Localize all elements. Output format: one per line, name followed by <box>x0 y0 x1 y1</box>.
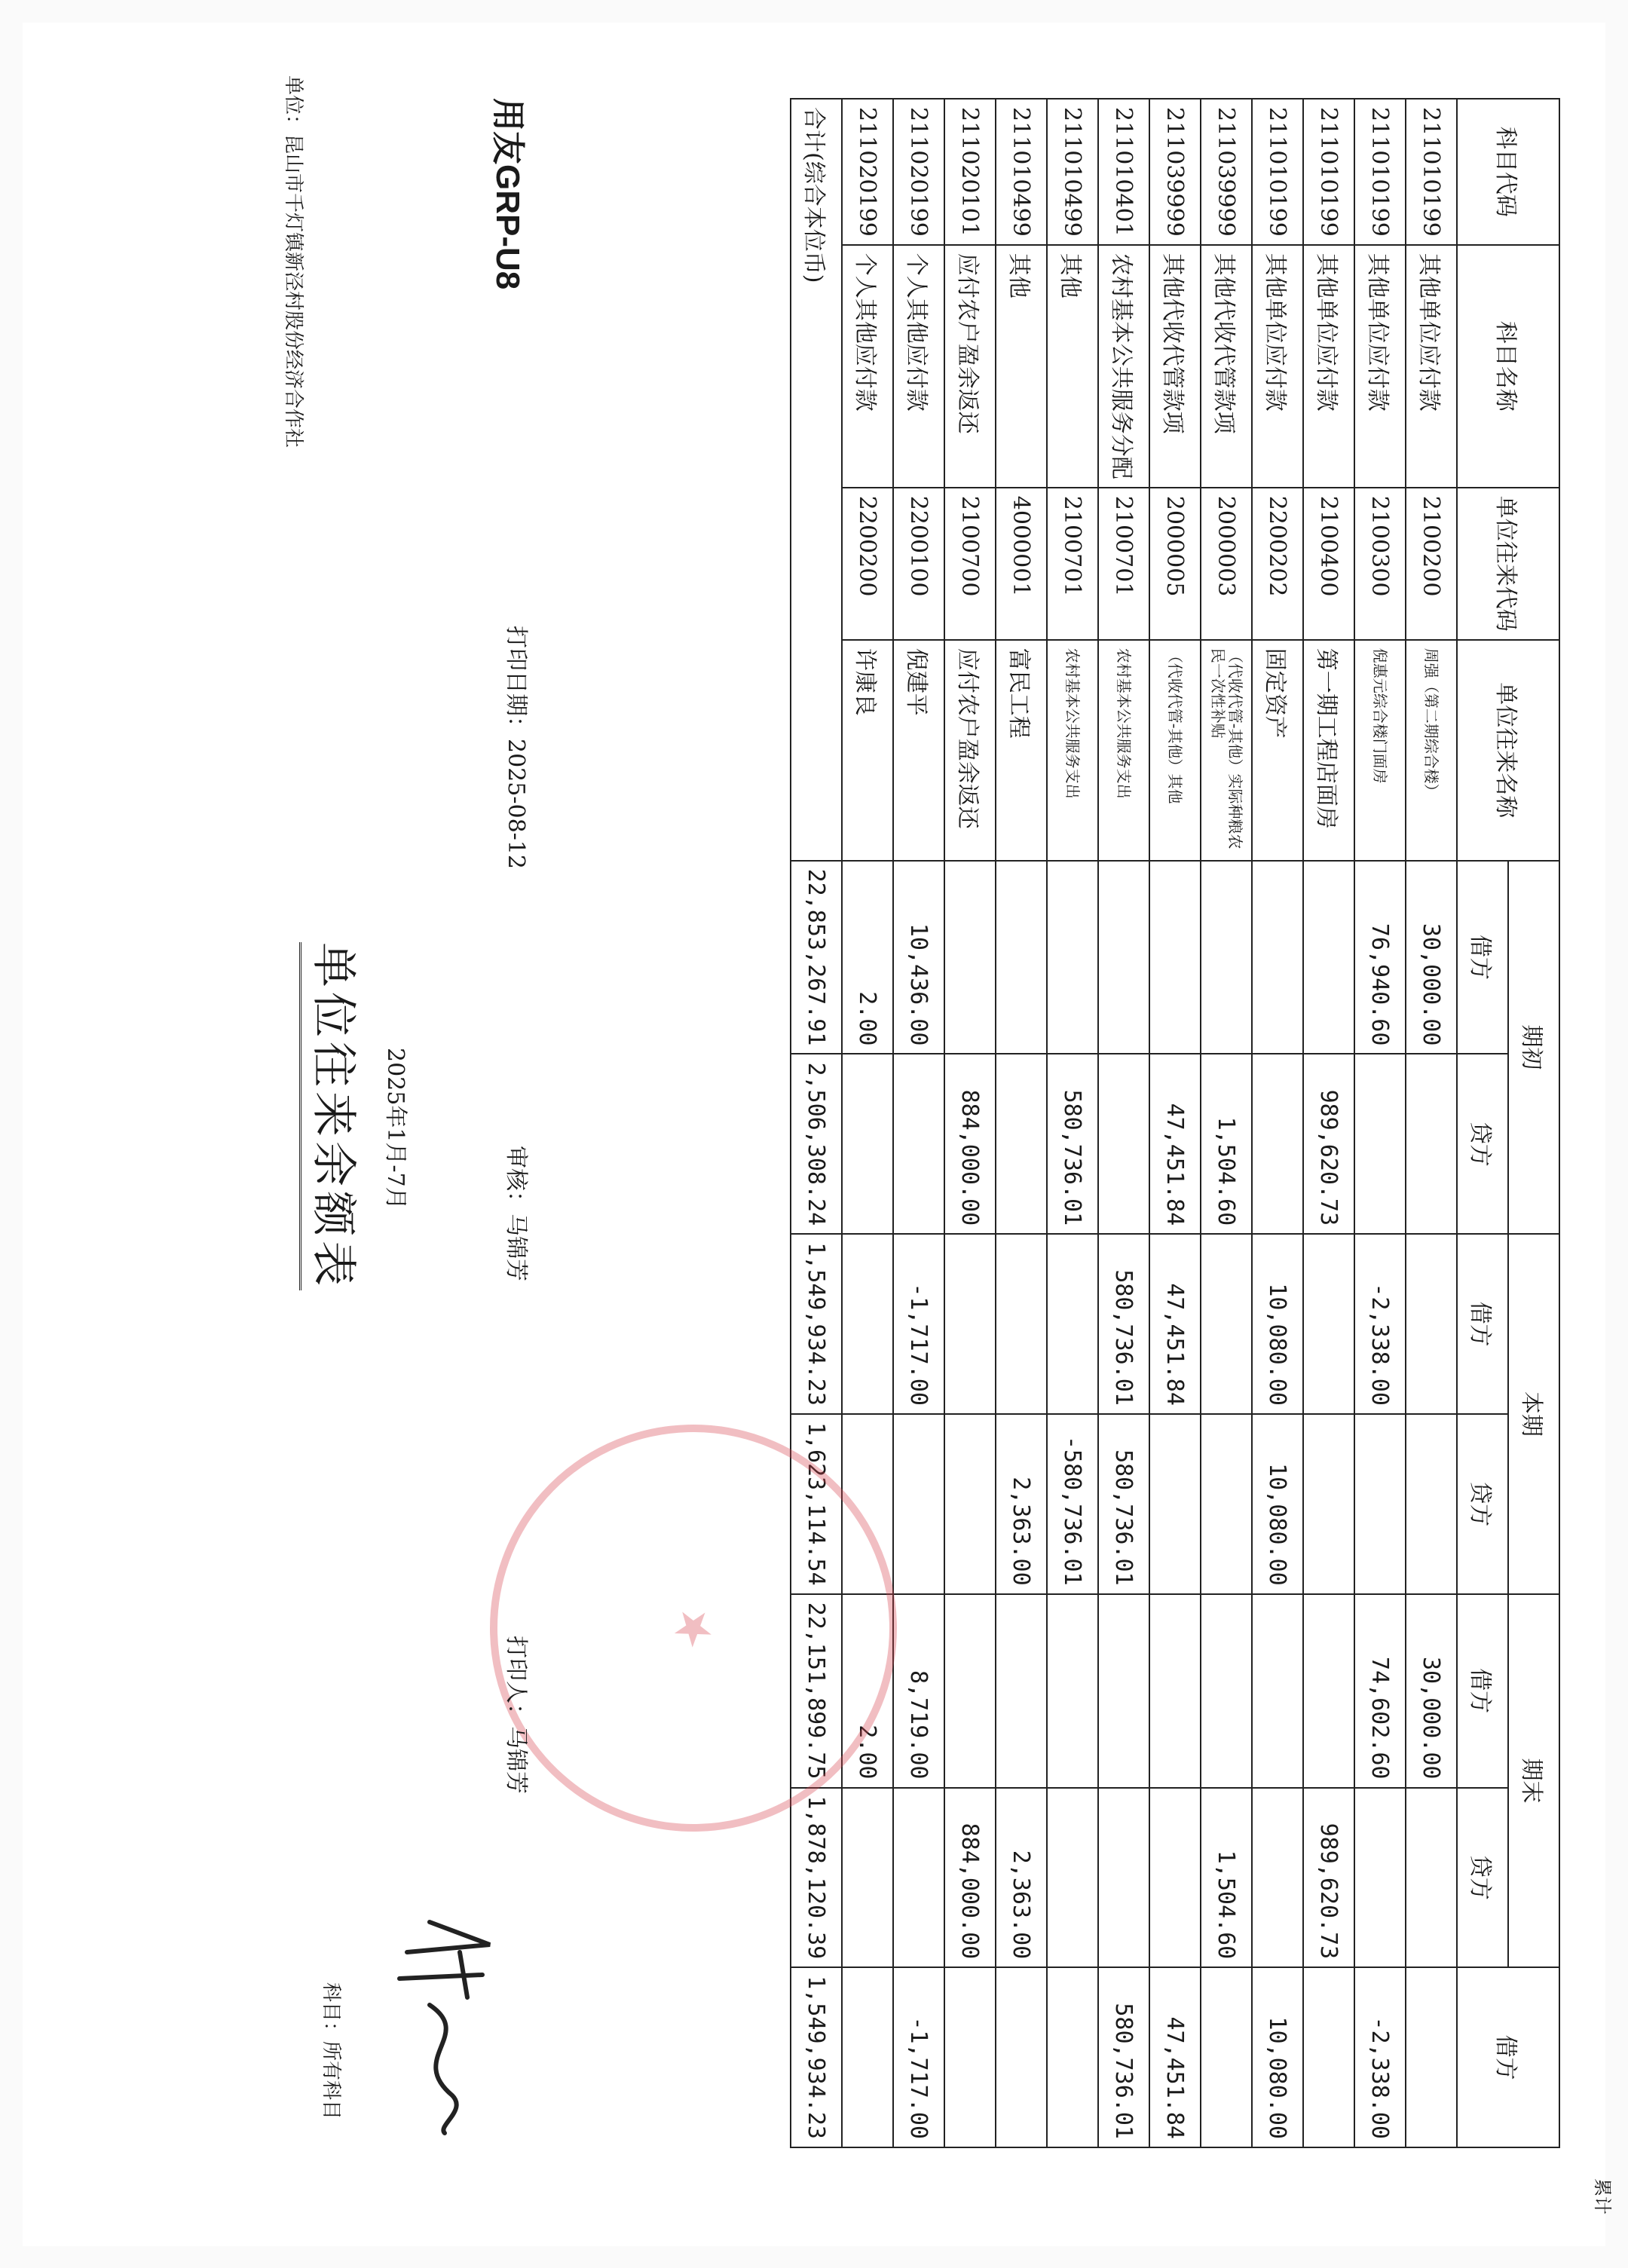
cell-o-dr <box>1149 861 1201 1054</box>
cell-e-cr <box>1047 1788 1098 1968</box>
balance-table <box>790 98 1560 2148</box>
cell-code: 211039999 <box>1201 99 1252 245</box>
printer-label: 打印人：马锦芳 <box>503 1636 529 1794</box>
cell-code: 211010499 <box>1047 99 1098 245</box>
cell-e-cr: 2,363.00 <box>996 1788 1047 1968</box>
rotated-report <box>188 53 1620 2239</box>
table-row <box>842 99 893 2147</box>
cell-name: 其他 <box>996 245 1047 488</box>
table-body <box>791 99 1457 2147</box>
cell-e-cr <box>893 1788 944 1968</box>
cell-o-dr <box>1047 861 1098 1054</box>
table-row <box>1303 99 1354 2147</box>
cell-acc-dr: 10,080.00 <box>1252 1967 1303 2147</box>
cell-partner-code: 2100300 <box>1354 488 1406 640</box>
cell-acc-dr <box>1406 1967 1457 2147</box>
cell-c-dr <box>1303 1234 1354 1414</box>
official-seal: ★ <box>433 1367 954 1889</box>
col-closing-credit: 贷方 <box>1457 1788 1508 1968</box>
cell-c-dr: -2,338.00 <box>1354 1234 1406 1414</box>
cell-partner-code: 4000001 <box>996 488 1047 640</box>
cell-acc-dr: 580,736.01 <box>1098 1967 1149 2147</box>
cell-o-dr <box>1098 861 1149 1054</box>
yonyou-grp-logo: 用友GRP-U8 <box>489 98 526 290</box>
total-c-cr: 1,623,114.54 <box>791 1414 842 1594</box>
cell-c-cr: 10,080.00 <box>1252 1414 1303 1594</box>
cell-o-dr <box>1303 861 1354 1054</box>
cell-code: 211010199 <box>1252 99 1303 245</box>
cell-code: 211010199 <box>1303 99 1354 245</box>
report-period: 2025年1月-7月 <box>382 1048 409 1210</box>
cell-name: 个人其他应付款 <box>842 245 893 488</box>
cell-acc-dr <box>1303 1967 1354 2147</box>
cell-c-cr <box>1354 1414 1406 1594</box>
cell-code: 211020101 <box>944 99 996 245</box>
cell-partner-name: 倪建平 <box>893 640 944 861</box>
col-closing: 期末 <box>1508 1594 1559 1968</box>
cell-name: 其他单位应付款 <box>1303 245 1354 488</box>
cell-e-cr <box>1098 1788 1149 1968</box>
cell-e-dr <box>1098 1594 1149 1788</box>
cell-e-dr: 74,602.60 <box>1354 1594 1406 1788</box>
cell-c-dr: 10,080.00 <box>1252 1234 1303 1414</box>
cell-acc-dr: -1,717.00 <box>893 1967 944 2147</box>
cell-partner-code: 2100400 <box>1303 488 1354 640</box>
cell-o-dr: 2.00 <box>842 861 893 1054</box>
cell-partner-code: 2100701 <box>1098 488 1149 640</box>
cell-e-cr <box>1149 1788 1201 1968</box>
handwritten-signature <box>369 1907 520 2148</box>
total-e-dr: 22,151,899.75 <box>791 1594 842 1788</box>
cell-partner-code: 2200100 <box>893 488 944 640</box>
total-acc-dr: 1,549,934.23 <box>791 1967 842 2147</box>
cell-e-dr: 8,719.00 <box>893 1594 944 1788</box>
cell-o-dr: 76,940.60 <box>1354 861 1406 1054</box>
cell-c-dr: 47,451.84 <box>1149 1234 1201 1414</box>
cell-e-cr: 1,504.60 <box>1201 1788 1252 1968</box>
cell-partner-name: 倪惠元综合楼门面房 <box>1354 640 1406 861</box>
table-row <box>1047 99 1098 2147</box>
cell-acc-dr: -2,338.00 <box>1354 1967 1406 2147</box>
cell-code: 211010401 <box>1098 99 1149 245</box>
col-accumulated-debit: 借方 <box>1457 1967 1559 2147</box>
col-partner-code: 单位往来代码 <box>1457 488 1559 640</box>
cell-partner-name: 农村基本公共服务支出 <box>1047 640 1098 861</box>
cell-c-dr: -1,717.00 <box>893 1234 944 1414</box>
cell-e-cr: 989,620.73 <box>1303 1788 1354 1968</box>
cell-name: 其他代收代管款项 <box>1149 245 1201 488</box>
cell-e-dr <box>1047 1594 1098 1788</box>
cell-name: 其他 <box>1047 245 1098 488</box>
cell-e-dr <box>996 1594 1047 1788</box>
cell-code: 211010199 <box>1354 99 1406 245</box>
cell-c-dr <box>996 1234 1047 1414</box>
cell-code: 211020199 <box>842 99 893 245</box>
cell-name: 其他单位应付款 <box>1406 245 1457 488</box>
cell-c-dr: 580,736.01 <box>1098 1234 1149 1414</box>
unit-name: 单位：昆山市千灯镇新泾村股份经济合作社 <box>282 75 304 448</box>
col-closing-debit: 借方 <box>1457 1594 1508 1788</box>
col-current: 本期 <box>1508 1234 1559 1594</box>
table-row <box>1252 99 1303 2147</box>
cell-o-cr: 47,451.84 <box>1149 1054 1201 1234</box>
cell-code: 211039999 <box>1149 99 1201 245</box>
cell-e-dr: 2.00 <box>842 1594 893 1788</box>
cell-partner-code: 2000005 <box>1149 488 1201 640</box>
cell-o-cr: 989,620.73 <box>1303 1054 1354 1234</box>
cell-c-dr <box>1047 1234 1098 1414</box>
total-c-dr: 1,549,934.23 <box>791 1234 842 1414</box>
cell-partner-code: 2100700 <box>944 488 996 640</box>
cell-partner-name: 周强（第二期综合楼） <box>1406 640 1457 861</box>
cell-o-cr <box>893 1054 944 1234</box>
cell-o-dr <box>944 861 996 1054</box>
table-row <box>996 99 1047 2147</box>
table-row <box>1201 99 1252 2147</box>
total-o-dr: 22,853,267.91 <box>791 861 842 1054</box>
cell-code: 211010199 <box>1406 99 1457 245</box>
cell-partner-code: 2000003 <box>1201 488 1252 640</box>
cell-o-dr: 30,000.00 <box>1406 861 1457 1054</box>
cell-partner-code: 2200200 <box>842 488 893 640</box>
cell-acc-dr <box>1201 1967 1252 2147</box>
cell-partner-name: （代收代管-其他）其他 <box>1149 640 1201 861</box>
cell-partner-name: 固定资产 <box>1252 640 1303 861</box>
col-current-credit: 贷方 <box>1457 1414 1508 1594</box>
cell-name: 个人其他应付款 <box>893 245 944 488</box>
table-row <box>1406 99 1457 2147</box>
report-title: 单位往来余额表 <box>299 942 369 1290</box>
header-row-top <box>1508 99 1559 2147</box>
cell-c-cr <box>1303 1414 1354 1594</box>
cell-e-dr <box>944 1594 996 1788</box>
cell-e-dr: 30,000.00 <box>1406 1594 1457 1788</box>
col-name: 科目名称 <box>1457 245 1559 488</box>
reviewer-label: 审核：马锦芳 <box>503 1146 529 1281</box>
cell-e-cr <box>1406 1788 1457 1968</box>
cell-acc-dr <box>1047 1967 1098 2147</box>
cell-c-cr <box>944 1414 996 1594</box>
cell-o-dr <box>1201 861 1252 1054</box>
col-partner-name: 单位往来名称 <box>1457 640 1559 861</box>
cell-acc-dr <box>944 1967 996 2147</box>
cell-c-dr <box>1406 1234 1457 1414</box>
cell-acc-dr: 47,451.84 <box>1149 1967 1201 2147</box>
table-row <box>1149 99 1201 2147</box>
cell-c-dr <box>944 1234 996 1414</box>
table-row <box>1098 99 1149 2147</box>
cell-name: 其他单位应付款 <box>1252 245 1303 488</box>
cell-c-dr <box>1201 1234 1252 1414</box>
total-row <box>791 99 842 2147</box>
cell-e-cr: 884,000.00 <box>944 1788 996 1968</box>
subject-filter: 科目：所有科目 <box>320 1982 342 2120</box>
cell-partner-name: 农村基本公共服务支出 <box>1098 640 1149 861</box>
cell-partner-code: 2200202 <box>1252 488 1303 640</box>
cell-partner-name: （代收代管-其他）实际种粮农民一次性补贴 <box>1201 640 1252 861</box>
cell-name: 其他代收代管款项 <box>1201 245 1252 488</box>
print-date: 打印日期：2025-08-12 <box>503 626 529 869</box>
cell-o-cr <box>1252 1054 1303 1234</box>
table-row <box>1354 99 1406 2147</box>
table-row <box>893 99 944 2147</box>
cell-o-cr <box>1354 1054 1406 1234</box>
cell-acc-dr <box>996 1967 1047 2147</box>
cell-o-dr: 10,436.00 <box>893 861 944 1054</box>
cell-e-dr <box>1303 1594 1354 1788</box>
cell-c-cr <box>893 1414 944 1594</box>
cell-e-cr <box>1354 1788 1406 1968</box>
cell-c-cr <box>1149 1414 1201 1594</box>
scanned-page <box>23 23 1613 2246</box>
cell-e-dr <box>1252 1594 1303 1788</box>
cell-partner-name: 第一期工程店面房 <box>1303 640 1354 861</box>
total-label: 合计(综合本位币) <box>791 99 842 861</box>
cell-partner-name: 许康良 <box>842 640 893 861</box>
cell-c-cr <box>1201 1414 1252 1594</box>
col-current-debit: 借方 <box>1457 1234 1508 1414</box>
total-e-cr: 1,878,120.39 <box>791 1788 842 1968</box>
cell-c-cr: 580,736.01 <box>1098 1414 1149 1594</box>
cell-code: 211010499 <box>996 99 1047 245</box>
cell-c-cr: 2,363.00 <box>996 1414 1047 1594</box>
col-code: 科目代码 <box>1457 99 1559 245</box>
cell-c-cr <box>1406 1414 1457 1594</box>
cell-o-cr <box>842 1054 893 1234</box>
cumulative-header-fragment: 累计 <box>1592 2178 1613 2214</box>
cell-o-cr <box>1098 1054 1149 1234</box>
cell-code: 211020199 <box>893 99 944 245</box>
cell-partner-name: 富民工程 <box>996 640 1047 861</box>
cell-o-cr <box>996 1054 1047 1234</box>
cell-c-dr <box>842 1234 893 1414</box>
table-row <box>944 99 996 2147</box>
cell-o-cr: 580,736.01 <box>1047 1054 1098 1234</box>
cell-partner-name: 应付农户盈余返还 <box>944 640 996 861</box>
cell-o-cr <box>1406 1054 1457 1234</box>
cell-partner-code: 2100701 <box>1047 488 1098 640</box>
cell-acc-dr <box>842 1967 893 2147</box>
cell-o-dr <box>996 861 1047 1054</box>
cell-e-dr <box>1201 1594 1252 1788</box>
col-opening: 期初 <box>1508 861 1559 1235</box>
cell-o-dr <box>1252 861 1303 1054</box>
cell-name: 应付农户盈余返还 <box>944 245 996 488</box>
cell-o-cr: 1,504.60 <box>1201 1054 1252 1234</box>
col-opening-credit: 贷方 <box>1457 1054 1508 1234</box>
cell-name: 农村基本公共服务分配 <box>1098 245 1149 488</box>
cell-c-cr: -580,736.01 <box>1047 1414 1098 1594</box>
cell-o-cr: 884,000.00 <box>944 1054 996 1234</box>
cell-e-cr <box>1252 1788 1303 1968</box>
total-o-cr: 2,506,308.24 <box>791 1054 842 1234</box>
cell-partner-code: 2100200 <box>1406 488 1457 640</box>
col-opening-debit: 借方 <box>1457 861 1508 1054</box>
cell-e-dr <box>1149 1594 1201 1788</box>
cell-e-cr <box>842 1788 893 1968</box>
cell-name: 其他单位应付款 <box>1354 245 1406 488</box>
